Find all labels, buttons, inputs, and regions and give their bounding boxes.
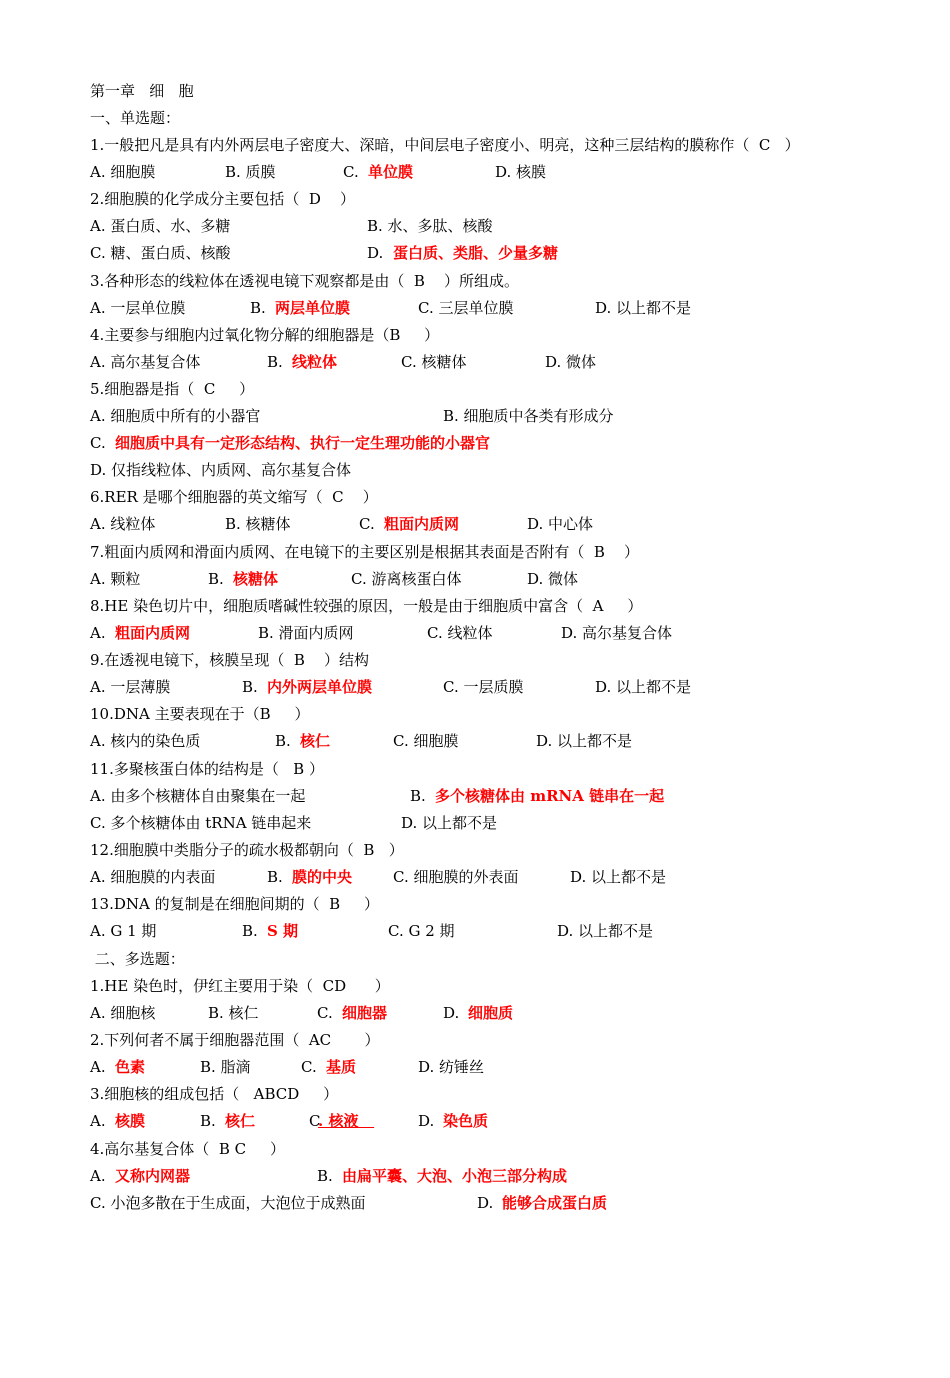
option-a: A. 细胞膜的内表面 [90,868,216,886]
option-row [90,783,665,810]
option-a: A. 高尔基复合体 [90,353,201,371]
option-row [90,810,498,837]
option-d: D. 仅指线粒体、内质网、高尔基复合体 [90,461,352,479]
option-b: B. [267,868,288,886]
option-b: B. 滑面内质网 [258,624,354,642]
question-text: 9.在透视电镜下，核膜呈现（ B ）结构 [90,651,369,669]
option-a: A. 一层薄膜 [90,678,171,696]
option-b-answer: 膜的中央 [292,868,353,886]
option-b-answer: 核仁 [300,732,331,750]
question-text: 4.高尔基复合体（ B C ） [90,1140,285,1158]
option-row [90,674,692,701]
question-text: 5.细胞器是指（ C ） [90,380,255,398]
option-c: C. [317,1004,338,1022]
option-c-answer: 单位膜 [368,163,414,181]
option-d-answer: 能够合成蛋白质 [502,1194,608,1212]
option-a: A. 细胞膜 [90,163,156,181]
option-c: C. [90,434,111,452]
option-c: C. [343,163,364,181]
option-d: D. 微体 [545,353,597,371]
option-a-answer: 色素 [115,1058,146,1076]
option-c: C. 多个核糖体由 tRNA 链串起来 [90,814,312,832]
option-d: D. 以上都不是 [401,814,498,832]
question-text: 3.细胞核的组成包括（ ABCD ） [90,1085,339,1103]
question-text: 12.细胞膜中类脂分子的疏水极都朝向（ B ） [90,841,404,859]
option-a: A. 核内的染色质 [90,732,201,750]
option-row [90,295,692,322]
option-c: C. 糖、蛋白质、核酸 [90,244,231,262]
option-a: A. 由多个核糖体自由聚集在一起 [90,787,306,805]
question-text: 1.一般把凡是具有内外两层电子密度大、深暗，中间层电子密度小、明亮，这种三层结构的膜称作（ C ） [90,136,800,154]
option-row [90,159,547,186]
option-a: A. 细胞质中所有的小器官 [90,407,261,425]
option-c: C. 细胞膜的外表面 [393,868,519,886]
option-c: C. 游离核蛋白体 [351,570,462,588]
option-c: C. 线粒体 [427,624,493,642]
option-row [90,1190,608,1217]
question-text: 1.HE 染色时，伊红主要用于染（ CD ） [90,977,390,995]
option-d: D. 高尔基复合体 [561,624,673,642]
option-d: D. 中心体 [527,515,594,533]
option-b: B. 核仁 [208,1004,259,1022]
question-text: 2.下列何者不属于细胞器范围（ AC ） [90,1031,380,1049]
option-d: D. 核膜 [495,163,547,181]
option-d: D. [477,1194,499,1212]
option-a: A. 一层单位膜 [90,299,186,317]
option-d: D. 以上都不是 [595,678,692,696]
option-a: A. [90,1058,111,1076]
question-text: 13.DNA 的复制是在细胞间期的（ B ） [90,895,380,913]
option-d: D. 以上都不是 [570,868,667,886]
option-row [90,511,594,538]
option-d: D. 纺锤丝 [418,1058,485,1076]
option-c: C [309,1112,321,1130]
option-d: D. [418,1112,440,1130]
option-c-answer: 基质 [326,1058,357,1076]
option-b-answer: 线粒体 [292,353,338,371]
option-b: B. 质膜 [225,163,276,181]
option-b-answer: S 期 [267,922,299,940]
question-text: 11.多聚核蛋白体的结构是（ B ） [90,760,324,778]
option-c: C. [359,515,380,533]
option-row [90,1000,514,1027]
option-a: A. [90,1167,111,1185]
option-b-answer: 核糖体 [233,570,279,588]
option-b: B. 核糖体 [225,515,291,533]
option-b: B. [267,353,288,371]
option-c-answer: 细胞器 [342,1004,388,1022]
option-b-answer: 由扁平囊、大泡、小泡三部分构成 [342,1167,568,1185]
option-c-answer: . 核液 [318,1112,375,1130]
option-a: A. [90,624,111,642]
option-row [90,1108,489,1135]
question-text: 7.粗面内质网和滑面内质网、在电镜下的主要区别是根据其表面是否附有（ B ） [90,543,639,561]
option-d-answer: 染色质 [443,1112,489,1130]
option-a: A. 线粒体 [90,515,156,533]
option-d: D. 以上都不是 [536,732,633,750]
option-a: A. 细胞核 [90,1004,156,1022]
option-b-answer: 多个核糖体由 mRNA 链串在一起 [435,787,665,805]
option-c-answer: 粗面内质网 [384,515,460,533]
option-c: C. 细胞膜 [393,732,459,750]
option-a-answer: 核膜 [115,1112,146,1130]
option-row [90,349,597,376]
option-b: B. [208,570,229,588]
option-row [90,240,559,267]
option-row [90,403,614,430]
option-d-answer: 细胞质 [468,1004,514,1022]
option-b-answer: 内外两层单位膜 [267,678,373,696]
option-b: B. [200,1112,221,1130]
option-row [90,1163,568,1190]
option-b: B. 水、多肽、核酸 [367,217,493,235]
option-b: B. [317,1167,338,1185]
option-b: B. [275,732,296,750]
option-row [90,213,493,240]
option-row [90,864,667,891]
option-row [90,566,579,593]
question-text: 2.细胞膜的化学成分主要包括（ D ） [90,190,355,208]
option-c: C. 一层质膜 [443,678,524,696]
option-b: B. [250,299,271,317]
option-row [90,457,352,484]
question-text: 4.主要参与细胞内过氧化物分解的细胞器是（B ） [90,326,440,344]
section-single-heading: 一、单选题： [90,109,181,127]
option-row [90,1054,485,1081]
option-b: B. 细胞质中各类有形成分 [443,407,614,425]
option-b-answer: 核仁 [225,1112,256,1130]
option-row [90,620,673,647]
option-b: B. [242,678,263,696]
section-multi-heading: 二、多选题： [90,950,185,968]
option-row [90,430,491,457]
option-a-answer: 粗面内质网 [115,624,191,642]
option-b: B. [242,922,263,940]
chapter-title: 第一章 细 胞 [90,82,194,100]
option-c: C. 三层单位膜 [418,299,514,317]
option-c: C. G 2 期 [388,922,455,940]
option-b: B. 脂滴 [200,1058,251,1076]
option-d: D. 以上都不是 [557,922,654,940]
option-b-answer: 两层单位膜 [275,299,351,317]
option-d-answer: 蛋白质、类脂、少量多糖 [393,244,559,262]
question-text: 6.RER 是哪个细胞器的英文缩写（ C ） [90,488,378,506]
question-text: 8.HE 染色切片中，细胞质嗜碱性较强的原因，一般是由于细胞质中富含（ A ） [90,597,643,615]
option-d: D. [443,1004,465,1022]
option-d: D. [367,244,389,262]
option-a: A. G 1 期 [90,922,157,940]
option-c-answer: 细胞质中具有一定形态结构、执行一定生理功能的小器官 [115,434,491,452]
question-text: 10.DNA 主要表现在于（B ） [90,705,310,723]
option-row [90,728,633,755]
option-d: D. 微体 [527,570,579,588]
question-text: 3.各种形态的线粒体在透视电镜下观察都是由（ B ）所组成。 [90,272,519,290]
option-a: A. 颗粒 [90,570,141,588]
option-d: D. 以上都不是 [595,299,692,317]
option-c: C. 核糖体 [401,353,467,371]
option-a: A. [90,1112,111,1130]
option-b: B. [410,787,431,805]
option-row [90,918,654,945]
option-c: C. 小泡多散在于生成面，大泡位于成熟面 [90,1194,366,1212]
option-a: A. 蛋白质、水、多糖 [90,217,231,235]
option-a-answer: 又称内网器 [115,1167,191,1185]
option-c: C. [301,1058,322,1076]
